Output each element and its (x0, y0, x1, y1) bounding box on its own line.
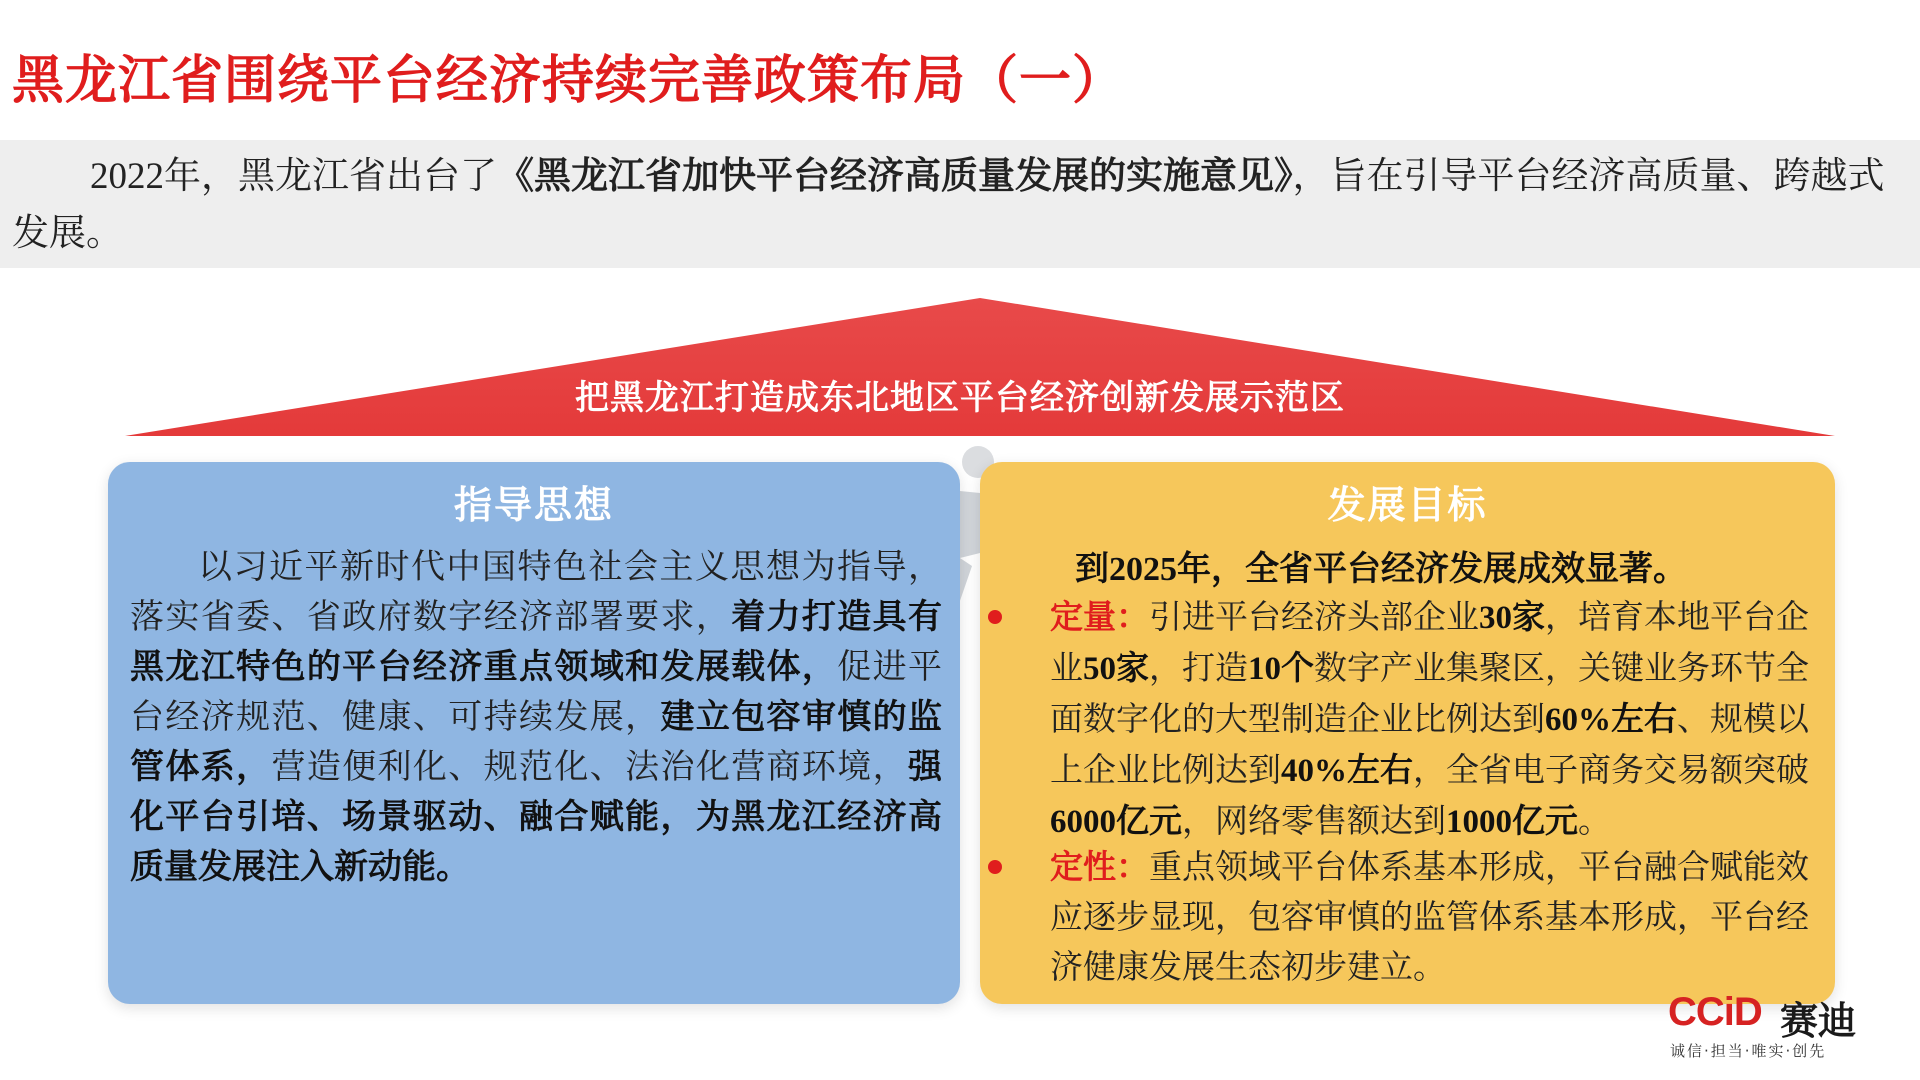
qualitative-label: 定性： (1050, 847, 1149, 886)
logo-slogan: 诚信·担当·唯实·创先 (1670, 1042, 1827, 1060)
quantitative-goals (1050, 592, 1810, 847)
qualitative-text: 重点领域平台体系基本形成，平台融合赋能效应逐步显现，包容审慎的监管体系基本形成，平台经济健康发展生态初步建立。 (1050, 847, 1809, 986)
lead-year: 2025 (1109, 551, 1177, 588)
guiding-ideology-heading: 指导思想 (453, 483, 614, 527)
ccid-logo (1668, 990, 1898, 1070)
guiding-ideology-panel (108, 462, 960, 1004)
page-title: 黑龙江省围绕平台经济持续完善政策布局（一） (12, 51, 1126, 111)
intro-post: ，旨在引导平台经济高质量、跨越式发展。 (12, 154, 1885, 254)
quant-value-4: 60%左右 (1545, 702, 1677, 738)
goals-lead (1075, 544, 1815, 595)
roof-label: 把黑龙江打造成东北地区平台经济创新发展示范区 (575, 378, 1345, 418)
quant-text-8: 。 (1578, 801, 1611, 840)
left-text-2: 促进平台经济规范、健康、可持续发展， (130, 647, 943, 737)
logo-brand: CCiD (1668, 990, 1762, 1034)
quant-text-7: ，网络零售额达到 (1182, 801, 1446, 840)
guiding-ideology-text (130, 542, 942, 892)
quant-text-6: ，全省电子商务交易额突破 (1413, 750, 1809, 789)
development-goals-heading: 发展目标 (1327, 483, 1488, 527)
quantitative-label: 定量： (1050, 597, 1149, 636)
intro-document-title: 《黑龙江省加快平台经济高质量发展的实施意见》 (497, 154, 1293, 197)
lead-post: 年，全省平台经济发展成效显著。 (1177, 549, 1687, 589)
bullet-dot-icon (988, 860, 1002, 874)
intro-paragraph (12, 148, 1912, 261)
lead-pre: 到 (1075, 549, 1109, 589)
quant-value-2: 50家 (1083, 651, 1149, 687)
left-bold-1: 着力打造具有黑龙江特色的平台经济重点领域和发展载体， (130, 597, 943, 687)
quant-value-3: 10个 (1248, 651, 1314, 687)
quant-text-4: 数字产业集聚区，关键业务环节全面数字化的大型制造企业比例达到 (1050, 648, 1809, 738)
quant-text-2: ，培育本地平台企业 (1050, 597, 1809, 687)
left-bold-2: 建立包容审慎的监管体系， (130, 697, 943, 787)
left-bold-3: 强化平台引培、场景驱动、融合赋能，为黑龙江经济高质量发展注入新动能。 (130, 747, 943, 887)
logo-brand-cn: 赛迪 (1780, 999, 1857, 1043)
intro-pre: 年，黑龙江省出台了 (164, 154, 497, 197)
quant-value-5: 40%左右 (1281, 753, 1413, 789)
quant-text-5: 、规模以上企业比例达到 (1050, 699, 1809, 789)
intro-year: 2022 (90, 156, 164, 197)
quant-value-6: 6000亿元 (1050, 804, 1182, 840)
quant-text-1: 引进平台经济头部企业 (1149, 597, 1479, 636)
left-text-3: 营造便利化、规范化、法治化营商环境， (271, 747, 909, 787)
development-goals-panel (980, 462, 1835, 1004)
quant-value-1: 30家 (1479, 600, 1545, 636)
left-text-1: 以习近平新时代中国特色社会主义思想为指导，落实省委、省政府数字经济部署要求， (130, 547, 942, 637)
quant-text-3: ，打造 (1149, 648, 1248, 687)
quant-value-7: 1000亿元 (1446, 804, 1578, 840)
qualitative-goals (1050, 842, 1810, 992)
bullet-dot-icon (988, 610, 1002, 624)
